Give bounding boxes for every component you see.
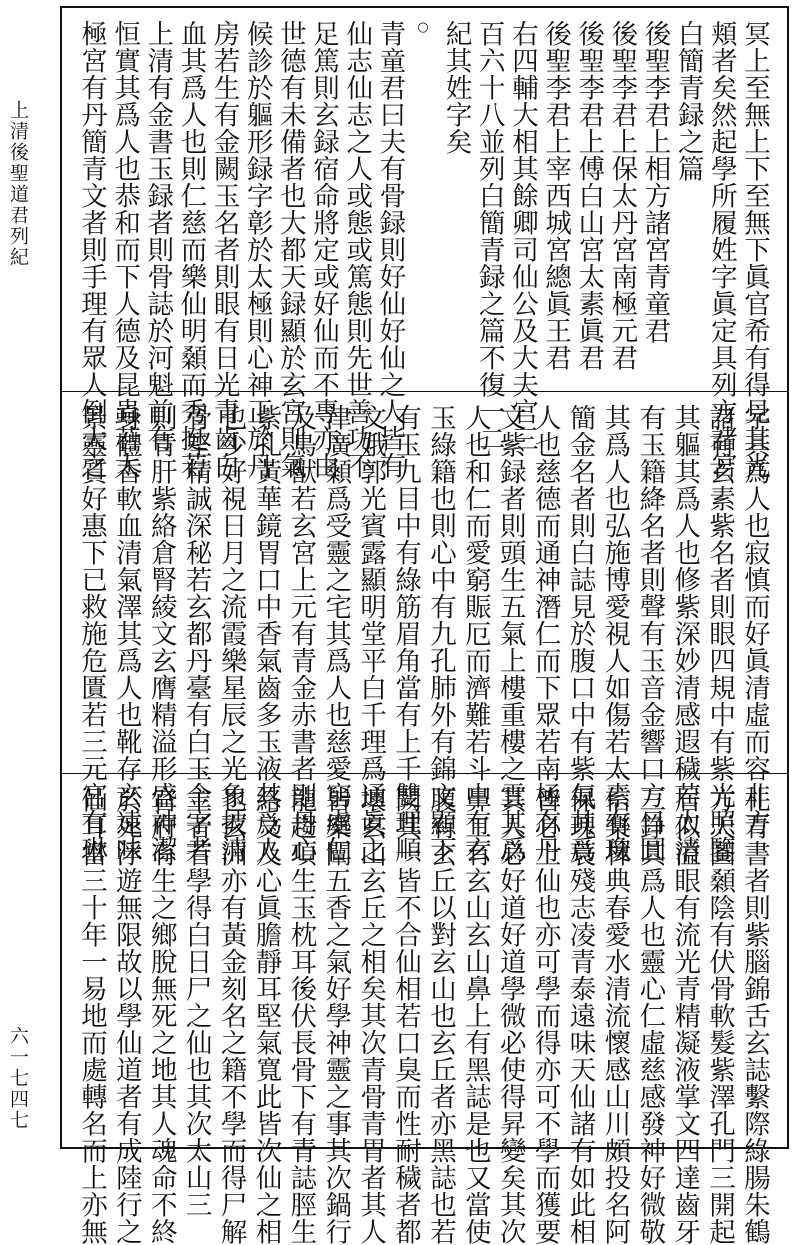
margin-book-title: 上清後聖道君列紀 xyxy=(7,100,29,268)
text-column: 百六十八並列白簡青録之篇不復一二 xyxy=(473,20,505,452)
text-column: 足篤則玄録宿命將定或好仙而不專亦由 xyxy=(308,20,340,479)
text-column: 其軀其爲人也修紫深妙清感遐穢若太清 xyxy=(669,404,701,863)
text-column: 有玉九目中有綠筋眉角當有上千雙理順 xyxy=(390,404,422,863)
text-column: 極宮有丹簡青文者則手理有眾人倒大之 xyxy=(76,20,107,479)
text-column: 後聖李君上保太丹宮南極元君 xyxy=(606,20,638,371)
text-column: 人也慈德而通神潛仁而下眾若南極有丹 xyxy=(529,404,561,863)
text-column: 官府有生之鄉脫無死之地其人魂命不終 xyxy=(145,786,177,1245)
text-column: ○ xyxy=(415,20,431,36)
text-column: 後聖李君上傅白山宮太素眞君 xyxy=(573,20,605,371)
text-column: 頬者矣然起學所履姓字眞定具列方諸宮 xyxy=(705,20,737,479)
text-column: 紫孔黃華鏡胃口中香氣齒多玉液其爲人 xyxy=(250,404,282,863)
text-column: 世德有未備者也大都天録顯於玄宮則氣 xyxy=(274,20,306,479)
text-column: 闕其一皆不合仙相若口臭而性耐穢者都 xyxy=(390,786,422,1245)
text-column: 字其爲人也寂慎而好眞清虛而容非方 xyxy=(739,404,770,836)
margin-page-number: 六一七四七 xyxy=(7,1026,29,1131)
text-column: 三錚其爲人也靈心仁虛慈感發神好微敬 xyxy=(634,786,666,1245)
text-column: 札青書者則紫腦錦舌玄誌繫際綠腸朱鶴 xyxy=(739,786,770,1245)
text-column: 恒實其爲人也恭和而下人德及昆蟲若太 xyxy=(109,20,141,479)
text-column: 於死浮遊無限故以學仙道者有成陸行之 xyxy=(110,786,142,1245)
text-column: 諸有玄素紫名者則眼四規中有紫光照鑒 xyxy=(704,404,736,863)
text-column: 腹有玄丘以對玄山也玄丘者亦黑誌也若 xyxy=(424,786,456,1245)
text-column: 冥上至無上下至無下眞官希有得見其光 xyxy=(739,20,770,479)
text-column: 保瑰蓑殘志凌青泰遠味天仙諸有如此相 xyxy=(564,786,596,1245)
text-column: 上清有金書玉録者則骨誌於河魁前有 xyxy=(142,20,174,452)
text-column: 血其爲人也則仁慈而樂仙明顙而秀挺若 xyxy=(175,20,207,479)
text-column: 仙耳當三十年一易地而處轉名而上亦無 xyxy=(76,786,107,1245)
text-column: 鼻工有玄山玄山鼻上有黑誌是也又當使 xyxy=(459,786,491,1245)
text-column: 壞玄山玄丘之相矣其次青骨青胃者其人 xyxy=(355,786,387,1245)
text-column: 也玄洲亦有黃金刻名之籍不學而得尸解 xyxy=(215,786,247,1245)
text-panel-top xyxy=(62,8,787,479)
text-column: 骨堅精誠深秘若玄都丹臺有白玉金字者 xyxy=(180,404,212,863)
text-column: 則青肝紫絡倉腎綾文玄膺精溢形盛神潔 xyxy=(145,404,177,863)
text-column: 房若生有金闕玉名者則眼有日光青齒白 xyxy=(208,20,240,479)
text-column: 青童君曰夫有骨録則好仙好仙之人皆有 xyxy=(374,20,406,479)
text-column: 玉綠籍也則心中有九孔肺外有錦文顯下 xyxy=(424,404,456,863)
text-column: 津廣顙爲受靈之宅其爲人也慈愛窮處仁 xyxy=(320,404,352,863)
text-column: 身體香軟血清氣澤其爲人也靴存玄遠味 xyxy=(110,404,142,863)
text-column: 文紫録者則頭生五氣上樓重樓之雲其爲 xyxy=(494,404,526,863)
text-column: 紀其姓字矣 xyxy=(440,20,472,155)
text-column: 居似溢眼有流光青精凝液掌文四達齒牙 xyxy=(669,786,701,1245)
text-column: 絡文及心眞膽靜耳堅氣寬此皆次仙之相 xyxy=(250,786,282,1245)
text-column: 右四輔大相其餘卿司仙公及大夫官三 xyxy=(506,20,538,452)
text-column: 及鳥獸若玄宮上元有青金赤書者則丹心 xyxy=(285,404,317,863)
text-column: 後聖李君上相方諸宮青童君 xyxy=(639,20,671,344)
text-column: 候診於軀形録字彰於太極則心神正於丹 xyxy=(241,20,273,479)
text-column: 龍趨項生玉枕耳後伏長骨下有青誌脛生 xyxy=(285,786,317,1245)
text-column: 後聖李君上宰西城宮總眞王君 xyxy=(540,20,572,371)
text-column: 仙志仙志之人或態或篤態則先世善功不 xyxy=(341,20,373,479)
text-column: 信樂林典春愛水清流懷感山川頗投名阿 xyxy=(599,786,631,1245)
text-column: 簡金名者則白誌見於腹口中有紫氣其爲 xyxy=(564,404,596,863)
text-column: 其爲人也弘施博愛視人如傷若太素有瓊 xyxy=(599,404,631,863)
text-panel-bottom xyxy=(62,774,787,1245)
text-column: 白簡青録之篇 xyxy=(672,20,704,182)
text-panel-middle xyxy=(62,392,787,863)
text-column: 皆樂闡五香之氣好學神靈之事其次鍋行 xyxy=(320,786,352,1245)
text-column: 其人必好道好道學微必使得昇變矣其次 xyxy=(494,786,526,1245)
text-column: 文娥郭光賓露顯明堂平白千理爲通眞之 xyxy=(355,404,387,863)
text-column: 有玉籍絳名者則聲有玉音金響口方目圓 xyxy=(634,404,666,863)
text-column: 方天圓顙陰有伏骨軟髮紫澤孔門三開起 xyxy=(704,786,736,1245)
page-frame xyxy=(60,6,789,1245)
text-column: 景靈質好惠下已救施危匱若三元宮有琳 xyxy=(76,404,107,863)
text-column: 人也和仁而愛窮賑厄而濟難若斗中有玄 xyxy=(459,404,491,863)
text-column: 也少好視日月之流霞樂星辰之光象披清 xyxy=(215,404,247,863)
text-column: 皆必上仙也亦可學而得亦可不學而獲要 xyxy=(529,786,561,1245)
text-column: 主者若學得白日尸之仙也其次太山三 xyxy=(180,786,212,1218)
